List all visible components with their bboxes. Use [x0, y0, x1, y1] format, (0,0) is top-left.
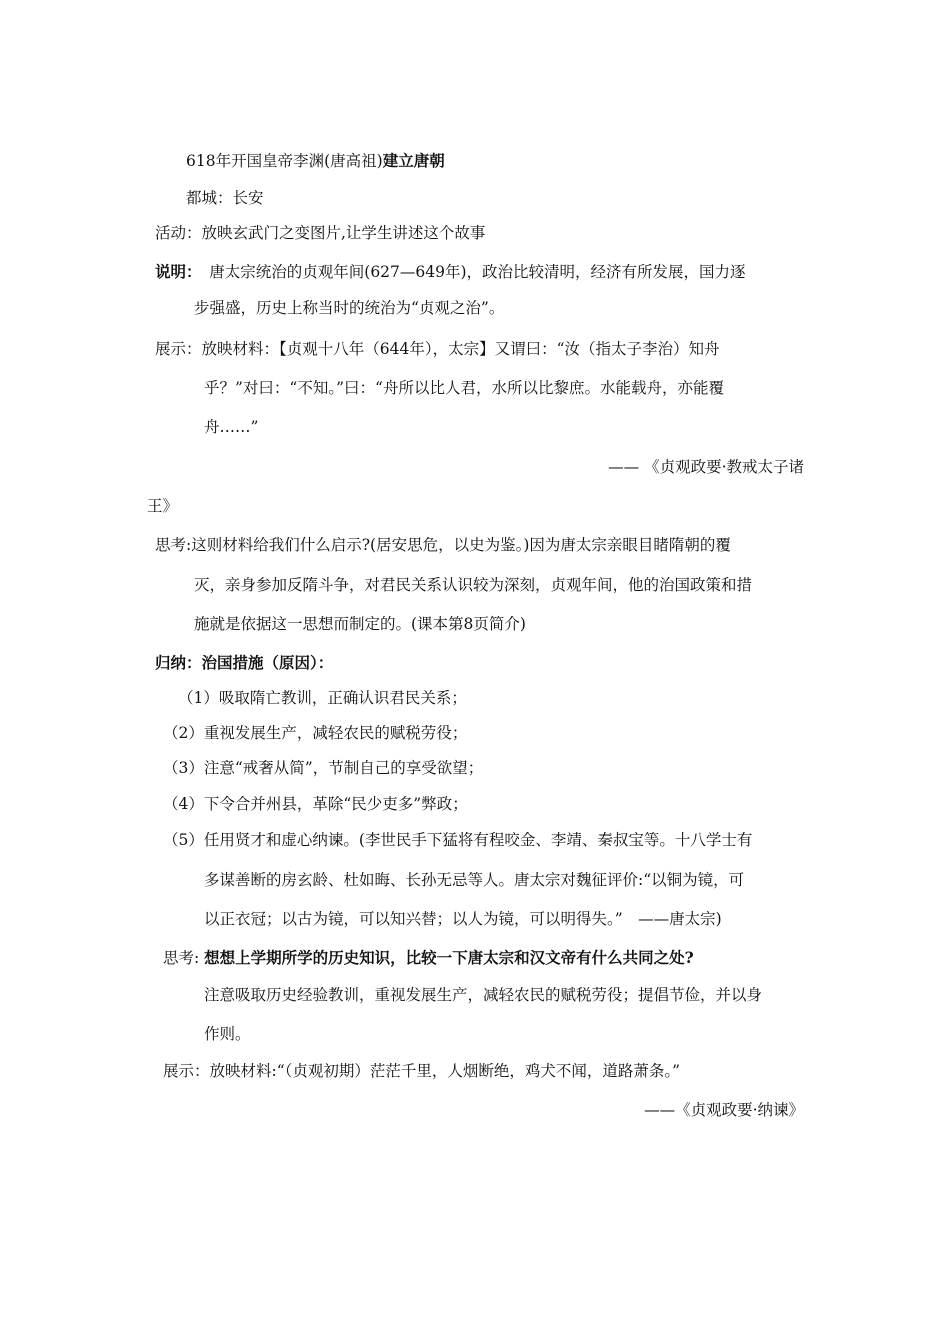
- list-item: （1）吸取隋亡教训，正确认识君民关系；: [178, 689, 467, 707]
- text-line: 王》: [147, 497, 179, 515]
- text-line: 步强盛，历史上称当时的统治为“贞观之治”。: [194, 299, 505, 317]
- text-line: 展示：放映材料：【贞观十八年（644年），太宗】又谓曰：“汝（指太子李治）知舟: [155, 340, 720, 358]
- list-item: （3）注意“戒奢从简”，节制自己的享受欲望；: [163, 759, 484, 777]
- text-line: 施就是依据这一思想而制定的。(课本第8页简介): [194, 615, 526, 633]
- text-line: 注意吸取历史经验教训，重视发展生产，减轻农民的赋税劳役；提倡节俭，并以身: [204, 986, 763, 1004]
- text-line: 说明： 唐太宗统治的贞观年间(627—649年)，政治比较清明，经济有所发展，国力逐: [155, 262, 746, 281]
- citation: ——《贞观政要·纳谏》: [644, 1101, 804, 1119]
- text-line: 乎？”对曰：“不知。”曰：“舟所以比人君，水所以比黎庶。水能载舟，亦能覆: [204, 379, 724, 397]
- text-line: 活动：放映玄武门之变图片,让学生讲述这个故事: [155, 224, 486, 242]
- section-heading: 归纳：治国措施（原因）：: [155, 653, 334, 672]
- text-line: 618年开国皇帝李渊(唐高祖)建立唐朝: [186, 151, 445, 170]
- list-item: （4）下令合并州县，革除“民少吏多”弊政；: [163, 795, 468, 813]
- text-line: 作则。: [204, 1025, 251, 1043]
- text-line: 思考:这则材料给我们什么启示?(居安思危，以史为鉴。)因为唐太宗亲眼目睹隋朝的覆: [155, 536, 731, 554]
- text-line: 多谋善断的房玄龄、杜如晦、长孙无忌等人。唐太宗对魏征评价:“以铜为镜，可: [204, 871, 745, 889]
- list-item: （2）重视发展生产，减轻农民的赋税劳役；: [163, 724, 468, 742]
- text-line: 以正衣冠；以古为镜，可以知兴替；以人为镜，可以明得失。” ——唐太宗): [204, 910, 722, 928]
- text-line: 展示：放映材料:“（贞观初期）茫茫千里，人烟断绝，鸡犬不闻，道路萧条。”: [163, 1062, 681, 1080]
- text-line: 都城：长安: [186, 189, 264, 207]
- list-item: （5）任用贤才和虚心纳谏。(李世民手下猛将有程咬金、李靖、秦叔宝等。十八学士有: [163, 831, 753, 849]
- text-line: 思考: 想想上学期所学的历史知识，比较一下唐太宗和汉文帝有什么共同之处?: [163, 948, 694, 967]
- citation: —— 《贞观政要·教戒太子诸: [608, 458, 804, 476]
- text-line: 舟……”: [204, 418, 259, 436]
- text-line: 灭，亲身参加反隋斗争，对君民关系认识较为深刻，贞观年间，他的治国政策和措: [194, 576, 753, 594]
